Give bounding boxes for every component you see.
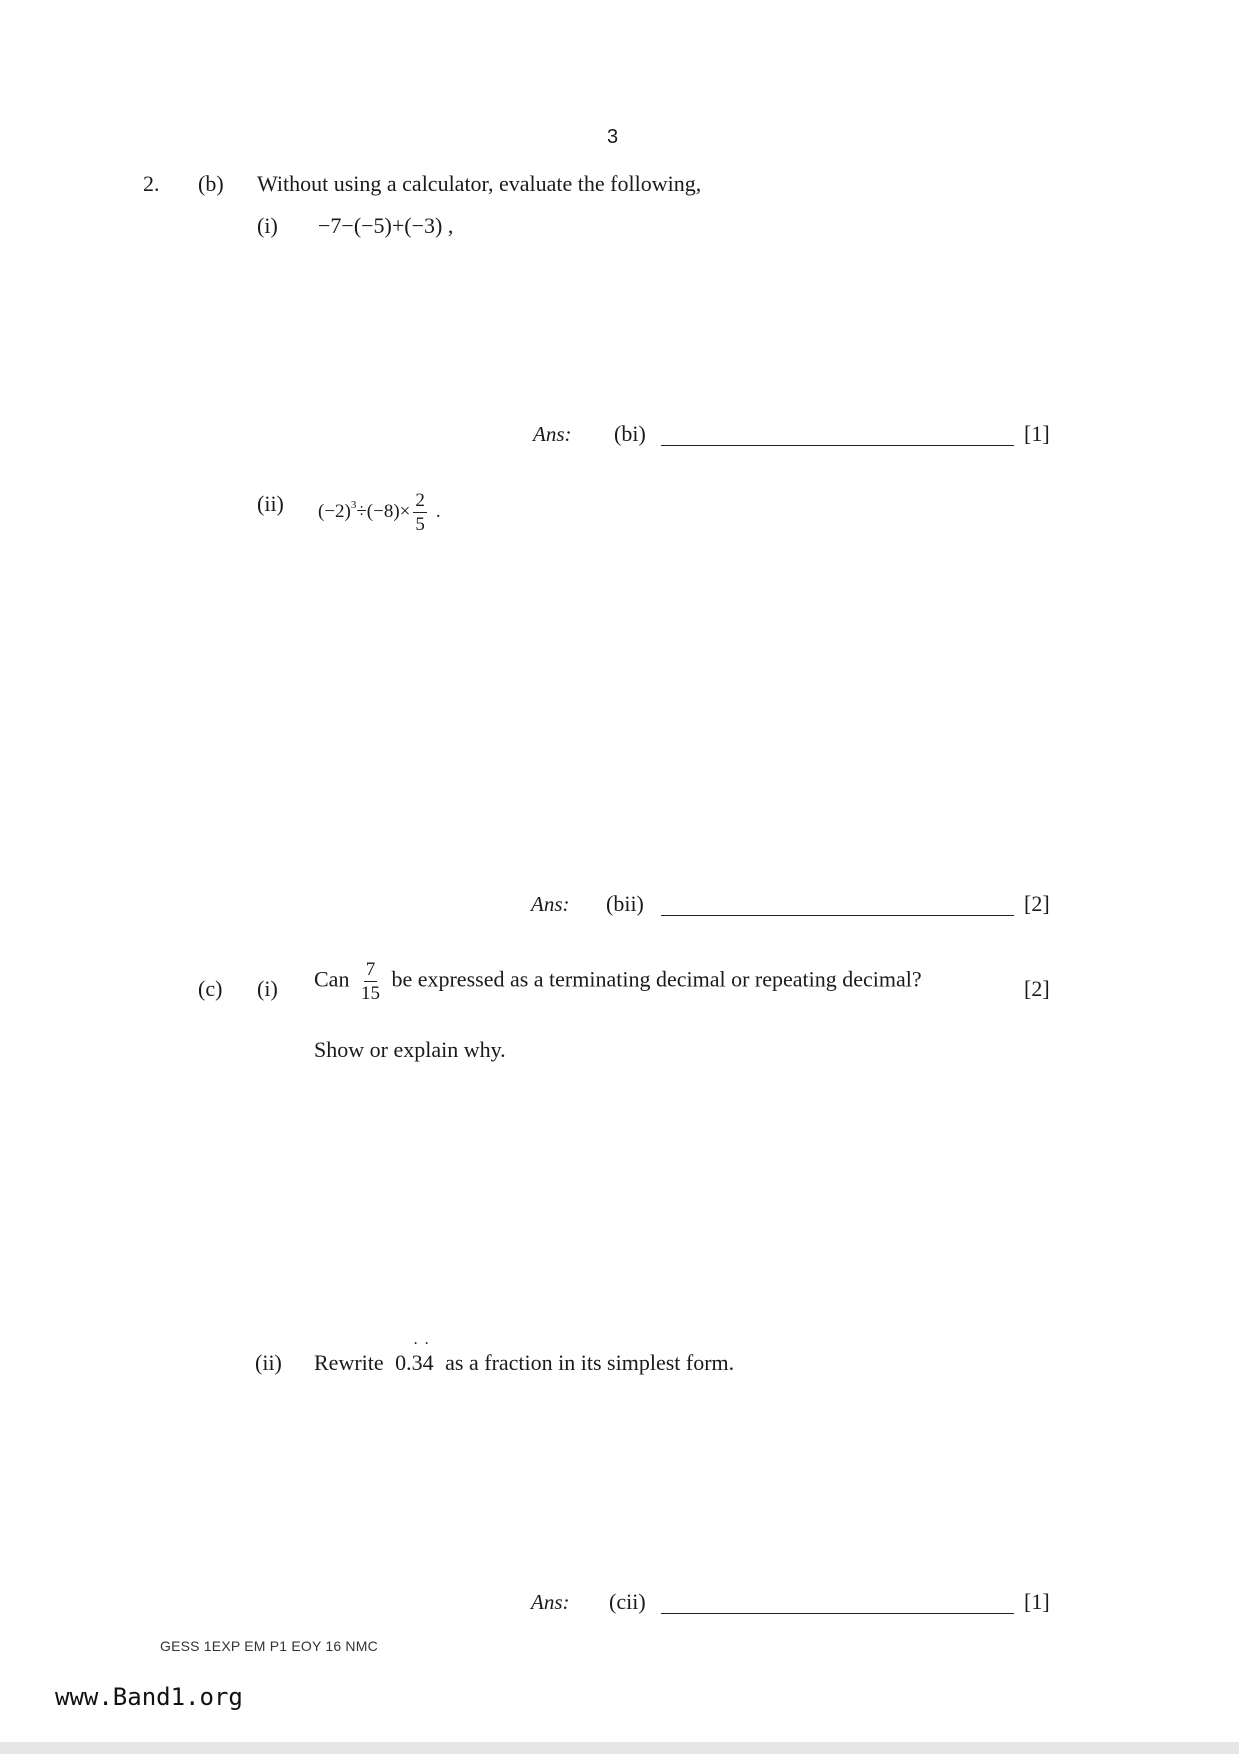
- expr-exponent: 3: [350, 498, 357, 511]
- ci-text-after: be expressed as a terminating decimal or repeating decimal?: [391, 966, 922, 992]
- answer-label-bi: Ans:: [533, 422, 572, 446]
- answer-line-bii[interactable]: [661, 915, 1014, 916]
- answer-part-bi: (bi): [614, 421, 646, 446]
- expr-ops: ÷(−8)×: [356, 500, 411, 522]
- answer-part-bii: (bii): [606, 891, 644, 916]
- part-b-instruction: Without using a calculator, evaluate the following,: [257, 171, 702, 196]
- cii-text-after: as a fraction in its simplest form.: [445, 1350, 735, 1375]
- page-number: 3: [607, 126, 619, 148]
- marks-bi: [1]: [1024, 421, 1050, 446]
- decimal-integer-part: 0.: [395, 1350, 412, 1375]
- fraction-numerator: 7: [365, 959, 376, 980]
- footer-exam-code: GESS 1EXP EM P1 EOY 16 NMC: [160, 1638, 378, 1654]
- fraction-denominator: 5: [415, 514, 425, 535]
- expr-base: (−2): [318, 500, 351, 522]
- fraction-denominator: 15: [360, 983, 380, 1004]
- answer-part-cii: (cii): [609, 1589, 646, 1614]
- part-b-label: (b): [198, 171, 224, 196]
- ci-text-before: Can: [314, 966, 350, 992]
- answer-line-bi[interactable]: [661, 445, 1014, 446]
- part-bi-label: (i): [257, 213, 278, 238]
- expr-trail: .: [435, 500, 441, 522]
- part-c-label: (c): [198, 976, 223, 1001]
- part-bii-expression: [318, 491, 441, 534]
- part-ci-question: [314, 960, 922, 1003]
- fraction-seven-fifteenths: [361, 960, 380, 1003]
- marks-bii: [2]: [1024, 891, 1050, 916]
- answer-line-cii[interactable]: [661, 1613, 1014, 1614]
- part-cii-question: [314, 1350, 734, 1376]
- question-number: 2.: [143, 171, 160, 196]
- answer-label-cii: Ans:: [531, 1590, 570, 1614]
- marks-ci: [2]: [1024, 976, 1050, 1001]
- recurring-decimal: [395, 1350, 434, 1375]
- bottom-scrollbar-strip: [0, 1742, 1239, 1754]
- part-ci-label: (i): [257, 976, 278, 1001]
- part-bii-label: (ii): [257, 491, 284, 516]
- answer-label-bii: Ans:: [531, 892, 570, 916]
- part-ci-line2: Show or explain why.: [314, 1037, 506, 1062]
- cii-text-before: Rewrite: [314, 1350, 384, 1375]
- footer-website[interactable]: www.Band1.org: [55, 1683, 243, 1711]
- marks-cii: [1]: [1024, 1589, 1050, 1614]
- recurring-digit-last: 4 ˙: [423, 1350, 434, 1376]
- fraction-numerator: 2: [415, 490, 425, 511]
- part-bi-expression: −7−(−5)+(−3) ,: [318, 213, 454, 238]
- recurring-digit-first: 3 ˙: [412, 1350, 423, 1376]
- fraction-two-fifths: [413, 491, 427, 534]
- part-cii-label: (ii): [255, 1350, 282, 1375]
